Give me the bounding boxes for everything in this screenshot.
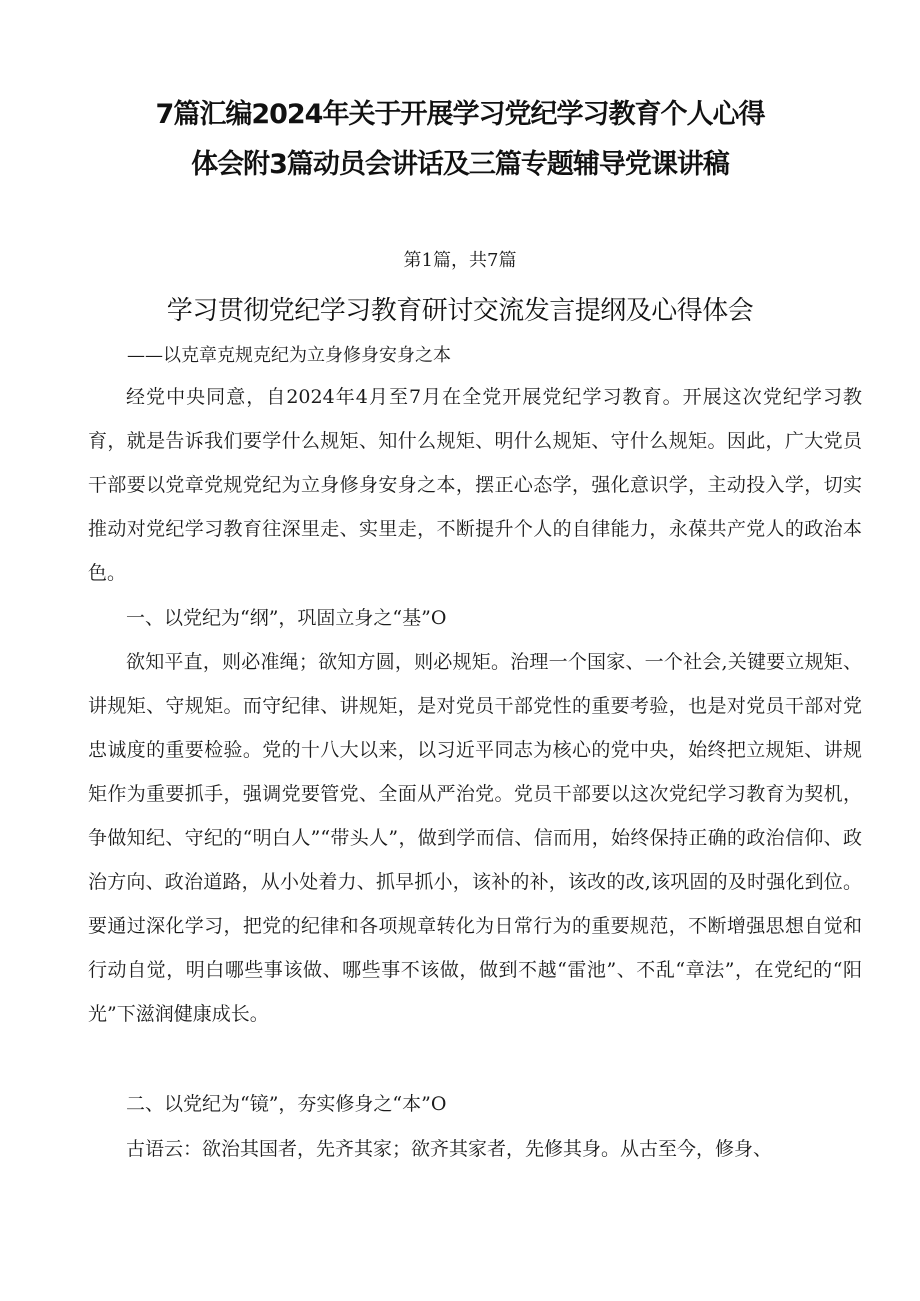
- section-2-paragraph: 古语云：欲治其国者，先齐其家；欲齐其家者，先修其身。从古至今，修身、: [126, 1138, 773, 1160]
- document-title-line-2: 体会附3篇动员会讲话及三篇专题辅导党课讲稿: [191, 149, 729, 180]
- document-title-line-1: 7篇汇编2024年关于开展学习党纪学习教育个人心得: [155, 99, 765, 130]
- part-counter: 第1篇，共7篇: [403, 250, 517, 271]
- section-1-paragraph: 欲知平直，则必准绳；欲知方圆，则必规矩。治理一个国家、一个社会,关键要立规矩、讲规矩、守规矩。而守纪律、讲规矩，是对党员干部党性的重要考验，也是对党员干部对党忠诚度的重要检验。党的十八大以来，以习近平同志为核心的党中央，始终把立规矩、讲规矩作为重要抓手，强调党要管党、全面从严治党。党员干部要以这次党纪学习教育为契机，争做知纪、守纪的“明白人”“带头人”，做到学而信、信而用，始终保持正确的政治信仰、政治方向、政治道路，从小处着力、抓早抓小，该补的补，该改的改,该巩固的及时强化到位。要通过深化学习，把党的纪律和各项规章转化为日常行为的重要规范，不断增强思想自觉和行动自觉，明白哪些事该做、哪些事不该做，做到不越“雷池”、不乱“章法”，在党纪的“阳光”下滋润健康成长。: [88, 651, 862, 1025]
- article-subtitle: ——以克章克规克纪为立身修身安身之本: [127, 345, 451, 366]
- section-2-heading: 二、以党纪为“镜”，夯实修身之“本”O: [126, 1093, 447, 1115]
- article-title: 学习贯彻党纪学习教育研讨交流发言提纲及心得体会: [166, 296, 754, 326]
- intro-paragraph: 经党中央同意，自2024年4月至7月在全党开展党纪学习教育。开展这次党纪学习教育，就是告诉我们要学什么规矩、知什么规矩、明什么规矩、守什么规矩。因此，广大党员干部要以党章党规党纪为立身修身安身之本，摆正心态学，强化意识学，主动投入学，切实推动对党纪学习教育往深里走、实里走，不断提升个人的自律能力，永葆共产党人的政治本色。: [88, 386, 862, 584]
- section-1-heading: 一、以党纪为“纲”，巩固立身之“基”O: [126, 607, 447, 629]
